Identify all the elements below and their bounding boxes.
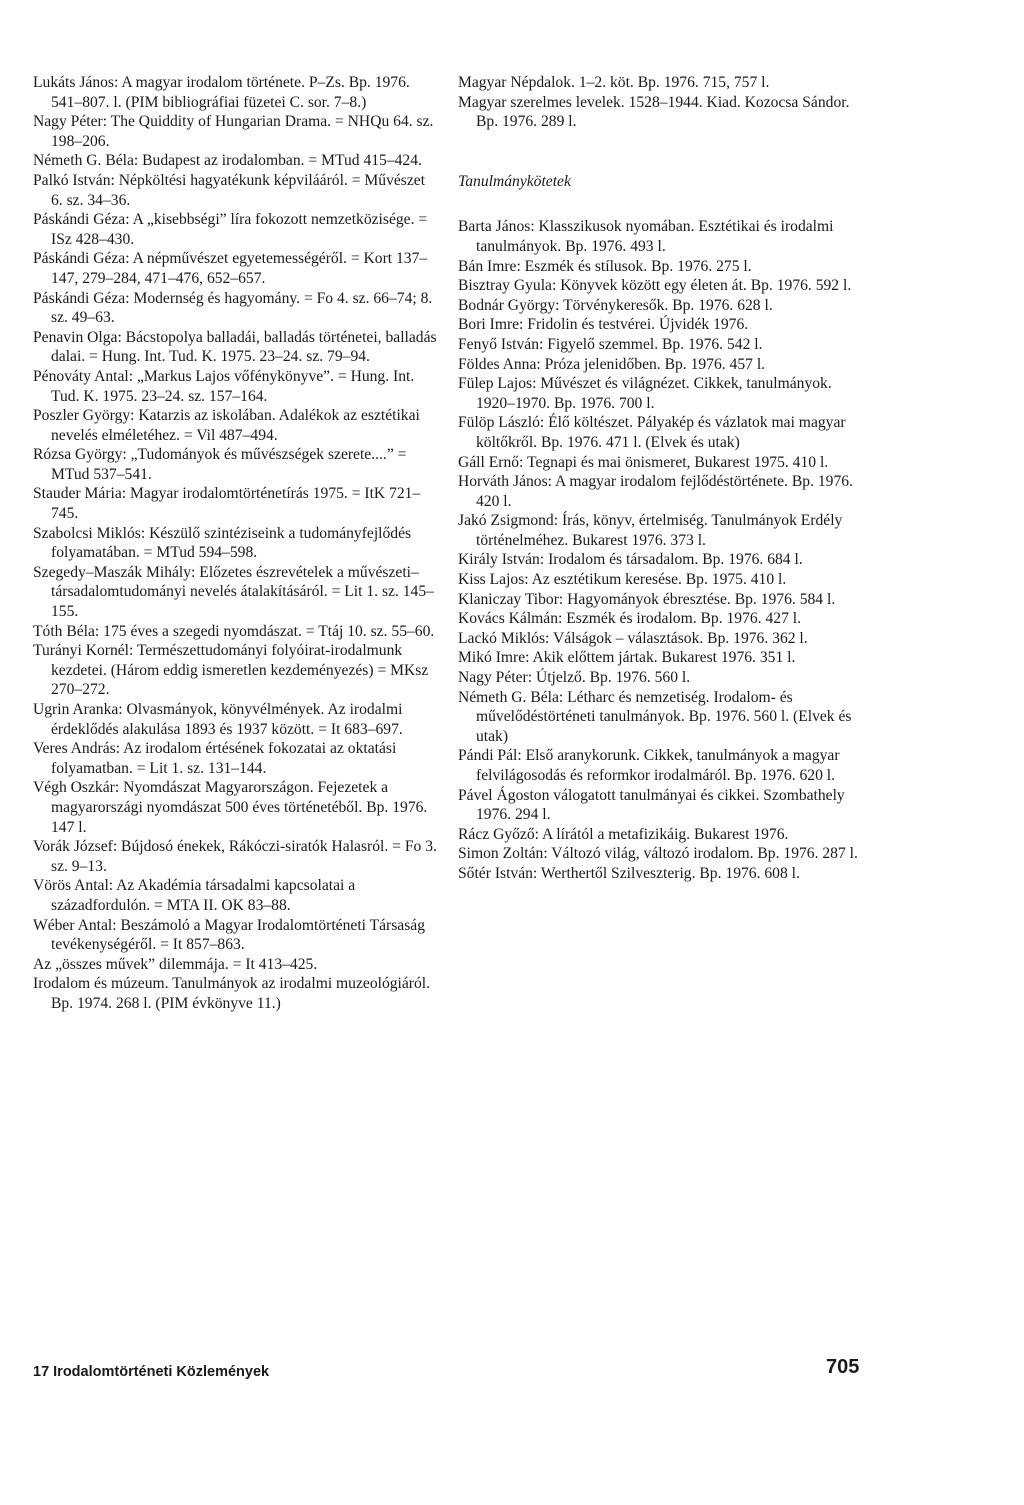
bibliography-entry: Páskándi Géza: A népművészet egyetemességéről. = Kort 137–147, 279–284, 471–476, 652–657. — [33, 250, 428, 287]
bibliography-entry: Rácz Győző: A lírától a metafizikáig. Bukarest 1976. — [458, 825, 789, 843]
bibliography-entry: Veres András: Az irodalom értésének fokozatai az oktatási folyamatban. = Lit 1. sz. 131–144. — [33, 740, 397, 777]
bibliography-entry: Lukáts János: A magyar irodalom története. P–Zs. Bp. 1976. 541–807. l. (PIM bibliográfiai füzetei C. sor. 7–8.) — [33, 74, 410, 111]
bibliography-entry: Szegedy–Maszák Mihály: Előzetes észrevételek a művészeti–társadalomtudományi nevelés átalakításáról. = Lit 1. sz. 145–155. — [33, 563, 434, 621]
bibliography-entry: Nagy Péter: The Quiddity of Hungarian Drama. = NHQu 64. sz. 198–206. — [33, 113, 434, 150]
bibliography-entry: Király István: Irodalom és társadalom. Bp. 1976. 684 l. — [458, 551, 803, 569]
bibliography-entry: Földes Anna: Próza jelenidőben. Bp. 1976. 457 l. — [458, 355, 766, 373]
bibliography-entry: Pénováty Antal: „Markus Lajos vőfénykönyve”. = Hung. Int. Tud. K. 1975. 23–24. sz. 157–164. — [33, 367, 415, 405]
bibliography-entry: Turányi Kornél: Természettudományi folyóirat-irodalmunk kezdetei. (Három eddig ismeretlen kezdeményezés) = MKsz 270–272. — [33, 642, 429, 699]
bibliography-entry: Irodalom és múzeum. Tanulmányok az irodalmi muzeológiáról. Bp. 1974. 268 l. (PIM évkönyve 11.) — [33, 975, 431, 1012]
bibliography-entry: Lackó Miklós: Válságok – választások. Bp. 1976. 362 l. — [458, 629, 808, 647]
bibliography-entry: Bisztray Gyula: Könyvek között egy életen át. Bp. 1976. 592 l. — [458, 277, 852, 295]
bibliography-entry: Magyar szerelmes levelek. 1528–1944. Kiad. Kozocsa Sándor. Bp. 1976. 289 l. — [458, 93, 850, 131]
bibliography-entry: Páskándi Géza: Modernség és hagyomány. = Fo 4. sz. 66–74; 8. sz. 49–63. — [33, 289, 433, 327]
bibliography-entry: Szabolcsi Miklós: Készülő szintéziseink a tudományfejlődés folyamatában. = MTud 594–598. — [33, 524, 412, 562]
left-column — [33, 73, 438, 1014]
bibliography-entry: Pável Ágoston válogatott tanulmányai és cikkei. Szombathely 1976. 294 l. — [458, 786, 845, 824]
bibliography-entry: Németh G. Béla: Létharc és nemzetiség. Irodalom- és művelődéstörténeti tanulmányok. Bp. 1976. 560 l. (Elvek és utak) — [458, 688, 852, 745]
bibliography-entry: Vörös Antal: Az Akadémia társadalmi kapcsolatai a századfordulón. = MTA II. OK 83–88. — [33, 877, 356, 914]
bibliography-entry: Kovács Kálmán: Eszmék és irodalom. Bp. 1976. 427 l. — [458, 610, 802, 628]
bibliography-entry: Magyar Népdalok. 1–2. köt. Bp. 1976. 715, 757 l. — [458, 74, 770, 91]
page-number: 705 — [826, 1356, 860, 1378]
bibliography-entry: Bodnár György: Törvénykeresők. Bp. 1976. 628 l. — [458, 296, 773, 314]
bibliography-entry: Nagy Péter: Útjelző. Bp. 1976. 560 l. — [458, 669, 691, 687]
bibliography-entry: Tóth Béla: 175 éves a szegedi nyomdászat. = Ttáj 10. sz. 55–60. — [33, 622, 435, 640]
bibliography-entry: Palkó István: Népköltési hagyatékunk képvilááról. = Művészet 6. sz. 34–36. — [33, 171, 426, 209]
section-heading: Tanulmánykötetek — [458, 172, 571, 190]
right-column — [458, 73, 870, 884]
bibliography-entry: Rózsa György: „Tudományok és művészségek szerete....” = MTud 537–541. — [33, 446, 407, 483]
running-footer: 17 Irodalomtörténeti Közlemények — [33, 1364, 270, 1380]
bibliography-entry: Klaniczay Tibor: Hagyományok ébresztése. Bp. 1976. 584 l. — [458, 590, 836, 608]
bibliography-entry: Barta János: Klasszikusok nyomában. Esztétikai és irodalmi tanulmányok. Bp. 1976. 493 l. — [458, 218, 834, 255]
bibliography-entry: Németh G. Béla: Budapest az irodalomban. = MTud 415–424. — [33, 152, 422, 170]
bibliography-entry: Végh Oszkár: Nyomdászat Magyarországon. Fejezetek a magyarországi nyomdászat 500 éves történetéből. Bp. 1976. 147 l. — [33, 779, 428, 836]
bibliography-entry: Horváth János: A magyar irodalom fejlődéstörténete. Bp. 1976. 420 l. — [458, 473, 853, 510]
bibliography-entry: Pándi Pál: Első aranykorunk. Cikkek, tanulmányok a magyar felvilágosodás és reformkor irodalmáról. Bp. 1976. 620 l. — [458, 747, 840, 784]
bibliography-entry: Az „összes művek” dilemmája. = It 413–425. — [33, 955, 318, 973]
bibliography-entry: Bán Imre: Eszmék és stílusok. Bp. 1976. 275 l. — [458, 257, 752, 275]
bibliography-entry: Páskándi Géza: A „kisebbségi” líra fokozott nemzetközisége. = ISz 428–430. — [33, 211, 428, 248]
bibliography-entry: Kiss Lajos: Az esztétikum keresése. Bp. 1975. 410 l. — [458, 571, 787, 589]
bibliography-entry: Stauder Mária: Magyar irodalomtörténetírás 1975. = ItK 721–745. — [33, 485, 421, 523]
bibliography-entry: Poszler György: Katarzis az iskolában. Adalékok az esztétikai nevelés elméletéhez. = Vil 487–494. — [33, 407, 420, 444]
bibliography-entry: Penavin Olga: Bácstopolya balladái, balladás történetei, balladás dalai. = Hung. Int. Tud. K. 1975. 23–24. sz. 79–94. — [33, 328, 437, 366]
bibliography-entry: Vorák József: Bújdosó énekek, Rákóczi-siratók Halasról. = Fo 3. sz. 9–13. — [33, 838, 437, 875]
bibliography-entry: Wéber Antal: Beszámoló a Magyar Irodalomtörténeti Társaság tevékenységéről. = It 857–863. — [33, 916, 426, 954]
bibliography-entry: Simon Zoltán: Változó világ, változó irodalom. Bp. 1976. 287 l. — [458, 845, 858, 863]
bibliography-entry: Fülöp László: Élő költészet. Pályakép és vázlatok mai magyar költőkről. Bp. 1976. 471 l. (Elvek és utak) — [458, 414, 846, 451]
bibliography-entry: Gáll Ernő: Tegnapi és mai önismeret, Bukarest 1975. 410 l. — [458, 453, 829, 471]
bibliography-entry: Jakó Zsigmond: Írás, könyv, értelmiség. Tanulmányok Erdély történelméhez. Bukarest 1976. 373 l. — [458, 512, 843, 549]
bibliography-entry: Bori Imre: Fridolin és testvérei. Újvidék 1976. — [458, 316, 749, 334]
bibliography-entry: Fenyő István: Figyelő szemmel. Bp. 1976. 542 l. — [458, 335, 763, 353]
bibliography-entry: Ugrin Aranka: Olvasmányok, könyvélmények. Az irodalmi érdeklődés alakulása 1893 és 1937 között. = It 683–697. — [33, 701, 403, 738]
bibliography-entry: Fülep Lajos: Művészet és világnézet. Cikkek, tanulmányok. 1920–1970. Bp. 1976. 700 l. — [458, 375, 832, 412]
bibliography-entry: Sőtér István: Werthertől Szilveszterig. Bp. 1976. 608 l. — [458, 864, 800, 882]
bibliography-entry: Mikó Imre: Akik előttem jártak. Bukarest 1976. 351 l. — [458, 649, 796, 667]
